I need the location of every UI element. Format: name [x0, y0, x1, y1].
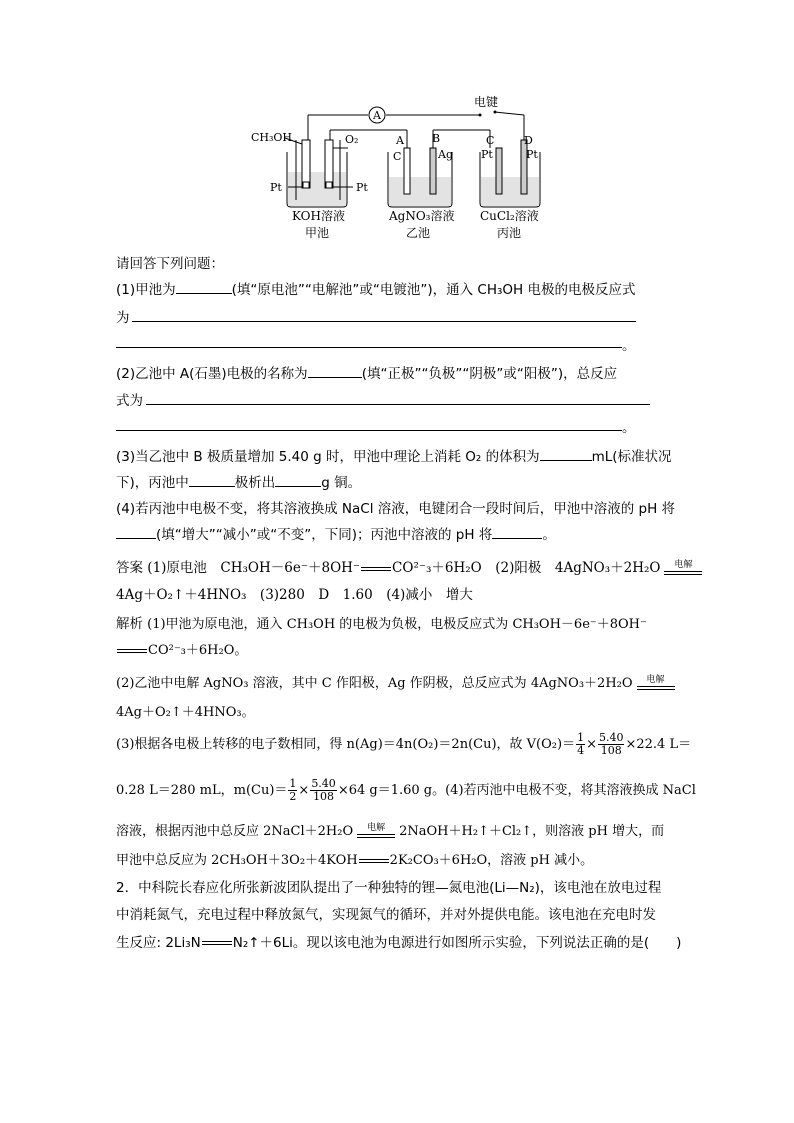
q1-answer-blank-1[interactable]: [132, 320, 636, 322]
cell-2-label: 乙池: [406, 226, 431, 240]
svg-text:A: A: [396, 134, 404, 147]
q2-stem-line1: 2．中科院长春应化所张新波团队提出了一种独特的锂—氮电池(Li—N₂)，该电池在放电过程: [116, 880, 662, 896]
answer-line1: 答案 (1)原电池 CH₃OH－6e⁻＋8OH⁻ CO²⁻₃＋6H₂O (2)阳极 4AgNO₃＋2H₂O 电解: [116, 556, 706, 576]
analysis-line4: 4Ag＋O₂↑＋4HNO₃。: [116, 705, 255, 720]
q2-line2: 式为: [116, 393, 143, 409]
svg-text:Pt: Pt: [481, 148, 493, 161]
question-intro: 请回答下列问题：: [116, 256, 224, 272]
solution-1-label: KOH溶液: [292, 209, 345, 223]
q2-answer-blank-1[interactable]: [146, 403, 650, 405]
cell-3-label: 丙池: [497, 226, 522, 240]
svg-text:B: B: [432, 132, 441, 145]
svg-text:Pt: Pt: [270, 181, 282, 194]
oxygen-label: O₂: [345, 133, 359, 146]
q1-line2: 为: [116, 310, 130, 326]
svg-text:C: C: [486, 134, 495, 147]
analysis-line6: 0.28 L＝280 mL，m(Cu)＝ $\frac{1}{2}$ × $\frac{5.40}{108}$ ×64 g＝1.60 g。(4)若丙池中电极不变，将其溶液换成 NaCl: [116, 777, 696, 803]
q1-answer-blank-2[interactable]: [116, 346, 622, 348]
q2-stem-line2: 中消耗氮气，充电过程中释放氮气，实现氮气的循环，并对外提供电能。该电池在充电时发: [116, 907, 656, 923]
switch-label: 电键: [474, 95, 499, 109]
svg-text:C: C: [393, 150, 402, 163]
q3-blank-1[interactable]: [540, 448, 592, 461]
q4-line2: (填“增大”“减小”或“不变”，下同)；丙池中溶液的 pH 将 。: [116, 523, 556, 543]
analysis-line1: 解析 (1)甲池为原电池，通入 CH₃OH 的电极为负极，电极反应式为 CH₃OH－6e⁻＋8OH⁻: [116, 616, 647, 632]
svg-text:D: D: [524, 134, 533, 147]
q4-line1: (4)若丙池中电极不变，将其溶液换成 NaCl 溶液，电键闭合一段时间后，甲池中溶液的 pH 将: [116, 501, 676, 517]
analysis-line7: 溶液，根据丙池中总反应 2NaCl＋2H₂O 电解 2NaOH＋H₂↑＋Cl₂↑，则溶液 pH 增大，而: [116, 822, 665, 839]
q4-blank-2[interactable]: [492, 526, 542, 539]
q2-line1: (2)乙池中 A(石墨)电极的名称为 (填“正极”“负极”“阴极”或“阳极”)，总反应: [116, 366, 618, 382]
electrochemistry-diagram: [0, 0, 794, 245]
methanol-label: CH₃OH: [251, 131, 293, 144]
answer-line2: 4Ag＋O₂↑＋4HNO₃ (3)280 D 1.60 (4)减小 增大: [116, 587, 473, 603]
q3-blank-2[interactable]: [189, 474, 235, 487]
q2-stem-line3: 生反应: 2Li₃N N₂↑＋6Li。现以该电池为电源进行如图所示实验，下列说法正确的是( ): [116, 935, 682, 951]
cell-1-label: 甲池: [305, 226, 330, 240]
q2-answer-blank-2[interactable]: [116, 429, 622, 431]
q3-line1: (3)当乙池中 B 极质量增加 5.40 g 时，甲池中理论上消耗 O₂ 的体积为 mL(标准状况: [116, 449, 672, 465]
solution-2-label: AgNO₃溶液: [389, 209, 455, 223]
analysis-line2: CO²⁻₃＋6H₂O。: [116, 639, 247, 658]
q2-blank[interactable]: [308, 365, 362, 378]
q1-line1: (1)甲池为 (填“原电池”“电解池”或“电镀池”)，通入 CH₃OH 电极的电极反应式: [116, 282, 636, 298]
analysis-line3: (2)乙池中电解 AgNO₃ 溶液，其中 C 作阳极，Ag 作阴极，总反应式为 4AgNO₃＋2H₂O 电解: [116, 672, 679, 691]
q3-blank-3[interactable]: [275, 474, 321, 487]
solution-3-label: CuCl₂溶液: [480, 209, 539, 223]
analysis-line8: 甲池中总反应为 2CH₃OH＋3O₂＋4KOH 2K₂CO₃＋6H₂O，溶液 pH 减小。: [116, 853, 594, 868]
q1-blank[interactable]: [176, 281, 232, 294]
svg-text:Pt: Pt: [356, 181, 368, 194]
svg-text:Ag: Ag: [438, 148, 453, 161]
q3-line2: 下)，丙池中 极析出 g 铜。: [116, 475, 362, 491]
q4-blank-1[interactable]: [116, 526, 156, 539]
analysis-line5: (3)根据各电极上转移的电子数相同，得 n(Ag)＝4n(O₂)＝2n(Cu)，故 V(O₂)＝ $\frac{1}{4}$ × $\frac{5.40}{108}$ ×22.4 L＝: [116, 731, 692, 757]
svg-text:Pt: Pt: [526, 148, 538, 161]
svg-text:A: A: [373, 109, 381, 122]
